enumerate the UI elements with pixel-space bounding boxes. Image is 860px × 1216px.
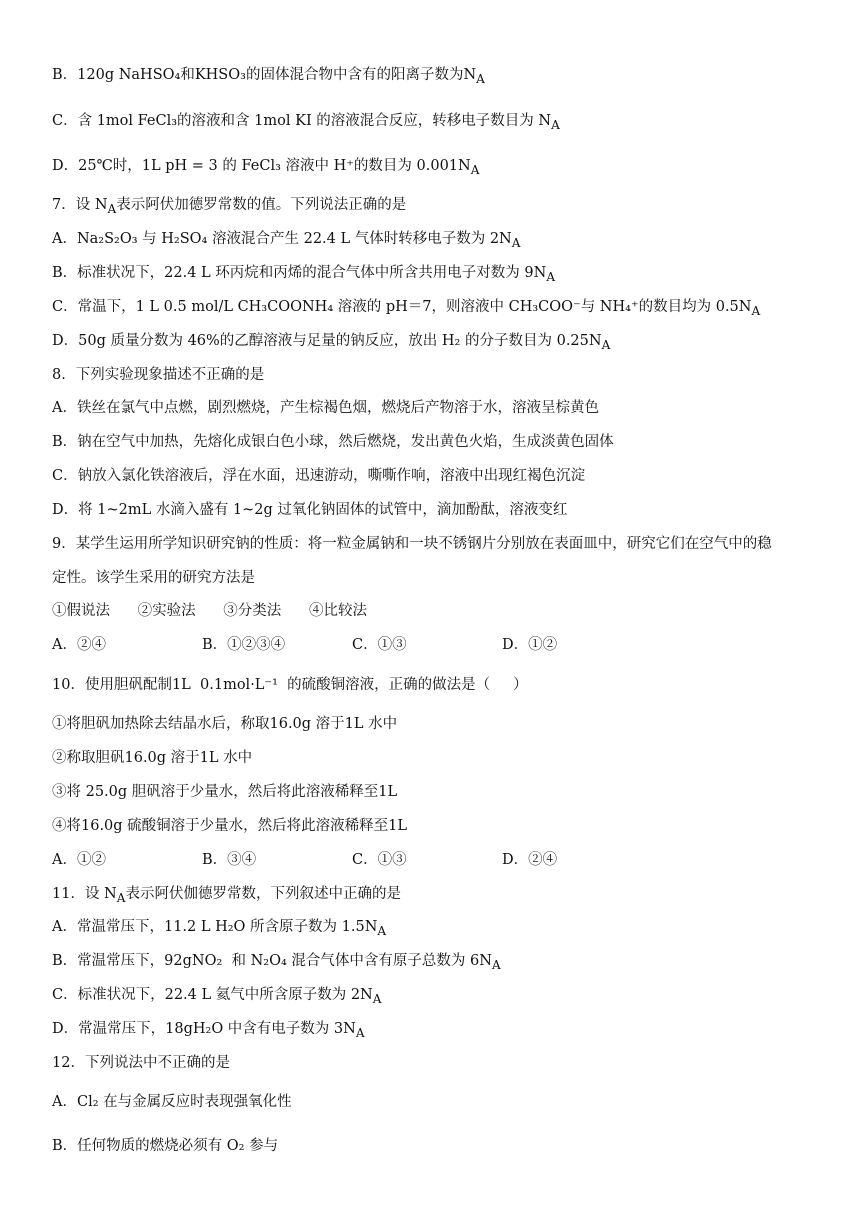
q9-options bbox=[52, 636, 840, 654]
q10-choice-1: ①将胆矾加热除去结晶水后，称取16.0g 溶于1L 水中 bbox=[52, 716, 398, 732]
q12-option-a: A．Cl₂ 在与金属反应时表现强氧化性 bbox=[52, 1094, 292, 1110]
q8-option-a: A．铁丝在氯气中点燃，剧烈燃烧，产生棕褐色烟，燃烧后产物溶于水，溶液呈棕黄色 bbox=[52, 400, 599, 416]
q7-option-c: C．常温下，1 L 0.5 mol/L CH₃COONH₄ 溶液的 pH＝7，则溶液中 CH₃COO⁻与 NH₄⁺的数目均为 $0.5N_A$ bbox=[52, 299, 761, 318]
q11-option-b: B．常温常压下，92gNO₂ 和 N₂O₄ 混合气体中含有原子总数为 $6N_A$ bbox=[52, 953, 501, 972]
q11-option-d: D．常温常压下，18gH₂O 中含有电子数为 $3N_A$ bbox=[52, 1021, 365, 1040]
q10-choice-4: ④将16.0g 硫酸铜溶于少量水，然后将此溶液稀释至1L bbox=[52, 818, 408, 834]
q8-option-d: D．将 1~2mL 水滴入盛有 1~2g 过氧化钠固体的试管中，滴加酚酞，溶液变红 bbox=[52, 502, 568, 518]
q9-stem-cont: 定性。该学生采用的研究方法是 bbox=[52, 570, 255, 586]
q8-option-c: C．钠放入氯化铁溶液后，浮在水面，迅速游动，嘶嘶作响，溶液中出现红褐色沉淀 bbox=[52, 468, 586, 484]
q9-stem: 9．某学生运用所学知识研究钠的性质：将一粒金属钠和一块不锈钢片分别放在表面皿中，研究它们在空气中的稳 bbox=[52, 536, 772, 552]
q7-option-b: B．标准状况下，22.4 L 环丙烷和丙烯的混合气体中所含共用电子对数为 $9N_A$ bbox=[52, 265, 556, 284]
q7-option-d: D．50g 质量分数为 46%的乙醇溶液与足量的钠反应，放出 H₂ 的分子数目为 $0.25N_A$ bbox=[52, 333, 611, 352]
q12-option-b: B．任何物质的燃烧必须有 O₂ 参与 bbox=[52, 1138, 279, 1154]
q10-stem: 10．使用胆矾配制1L 0.1mol·L⁻¹ 的硫酸铜溶液，正确的做法是（ ） bbox=[52, 677, 528, 693]
q10-option-c: C．①③ bbox=[352, 852, 407, 868]
q10-option-a: A．①② bbox=[52, 852, 106, 868]
q6-option-d: D．25℃时，1L pH = 3 的 FeCl₃ 溶液中 H⁺的数目为 $0.001N_A$ bbox=[52, 158, 480, 177]
q7-option-a: A．Na₂S₂O₃ 与 H₂SO₄ 溶液混合产生 22.4 L 气体时转移电子数为 $2N_A$ bbox=[52, 231, 521, 250]
q10-option-d: D．②④ bbox=[502, 852, 558, 868]
q9-methods: ①假说法 ②实验法 ③分类法 ④比较法 bbox=[52, 603, 367, 619]
q11-option-c: C．标准状况下，22.4 L 氦气中所含原子数为 $2N_A$ bbox=[52, 987, 382, 1006]
q10-choice-3: ③将 25.0g 胆矾溶于少量水，然后将此溶液稀释至1L bbox=[52, 784, 398, 800]
q6-option-c: C．含 1mol FeCl₃的溶液和含 1mol KI 的溶液混合反应，转移电子数目为 $N_A$ bbox=[52, 113, 560, 132]
q9-option-d: D．①② bbox=[502, 637, 558, 653]
q9-option-c: C．①③ bbox=[352, 637, 407, 653]
q11-stem: 11．设 $N_A$表示阿伏伽德罗常数，下列叙述中正确的是 bbox=[52, 886, 401, 905]
q8-option-b: B．钠在空气中加热，先熔化成银白色小球，然后燃烧，发出黄色火焰，生成淡黄色固体 bbox=[52, 434, 614, 450]
q10-option-b: B．③④ bbox=[202, 852, 257, 868]
q10-options bbox=[52, 851, 840, 869]
q7-stem: 7．设 $N_A$表示阿伏加德罗常数的值。下列说法正确的是 bbox=[52, 197, 407, 216]
q6-option-b: B．120g NaHSO₄和KHSO₃的固体混合物中含有的阳离子数为$N_A$ bbox=[52, 67, 485, 86]
q8-stem: 8．下列实验现象描述不正确的是 bbox=[52, 367, 265, 383]
q9-option-b: B．①②③④ bbox=[202, 637, 286, 653]
q11-option-a: A．常温常压下，11.2 L H₂O 所含原子数为 $1.5N_A$ bbox=[52, 919, 387, 938]
q10-choice-2: ②称取胆矾16.0g 溶于1L 水中 bbox=[52, 750, 253, 766]
q9-option-a: A．②④ bbox=[52, 637, 106, 653]
q12-stem: 12．下列说法中不正确的是 bbox=[52, 1055, 230, 1071]
